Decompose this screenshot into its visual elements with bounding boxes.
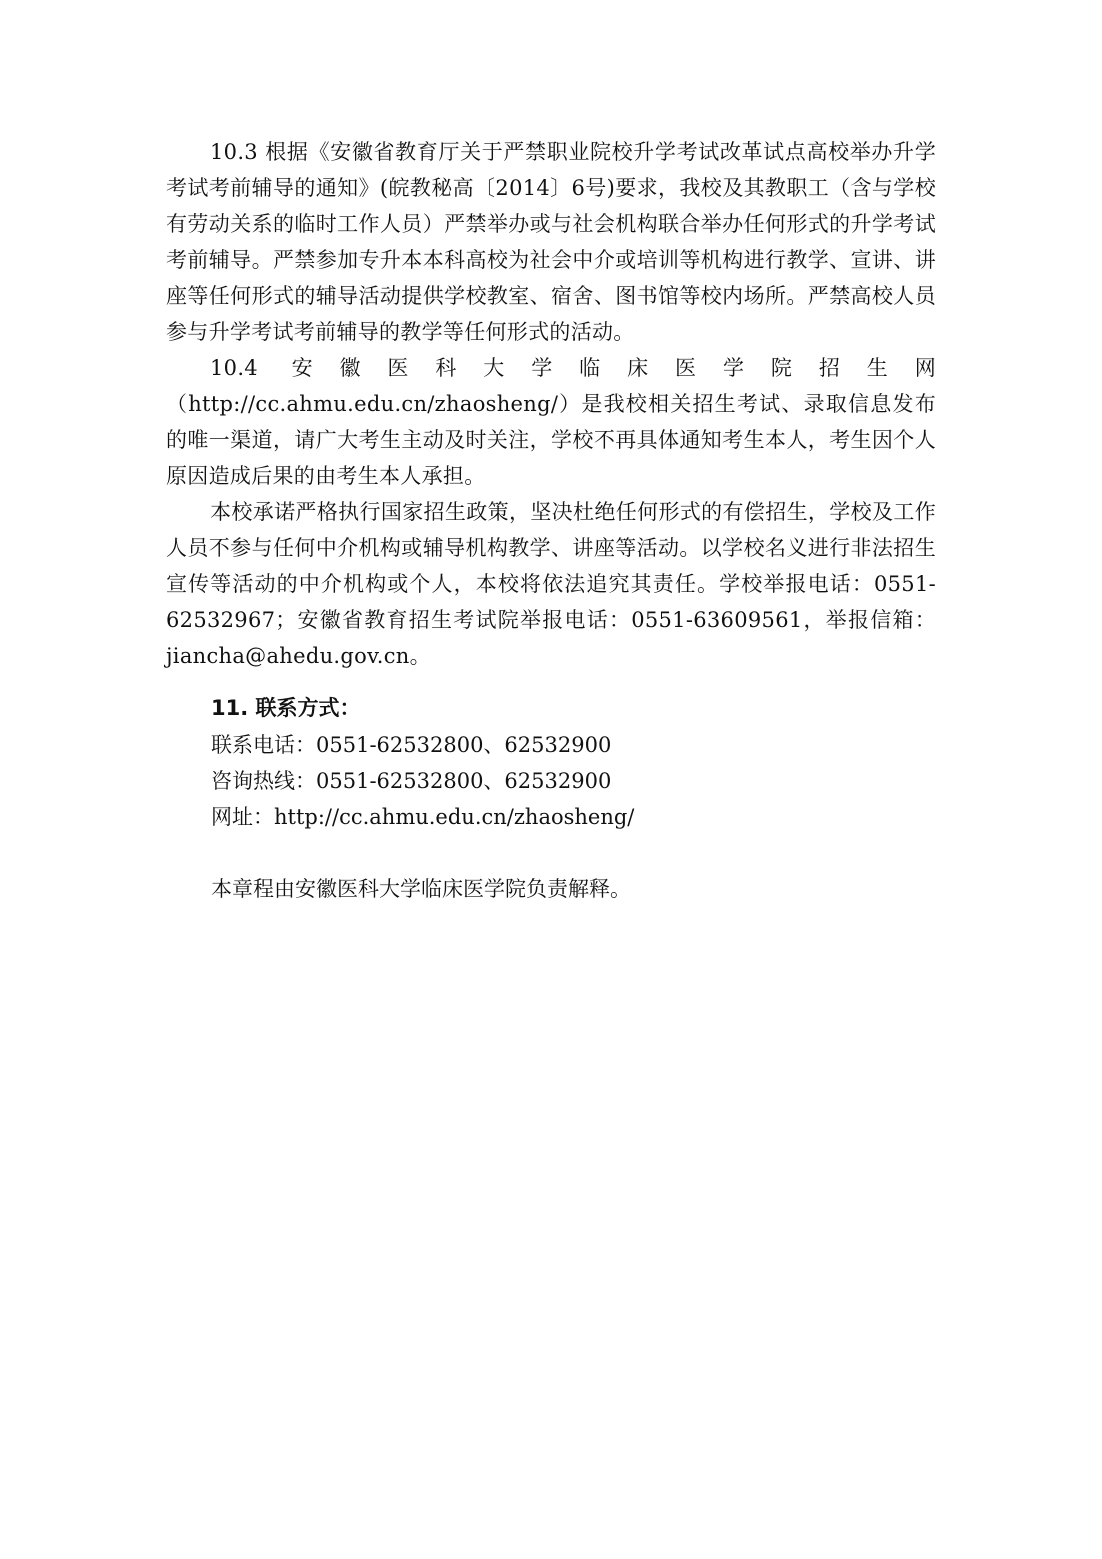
paragraph-10-4: 10.4 安徽医科大学临床医学院招生网（http://cc.ahmu.edu.cn/zhaosheng/）是我校相关招生考试、录取信息发布的唯一渠道，请广大考生主动及时关注，学校不再具体通知考生本人，考生因个人原因造成后果的由考生本人承担。	[166, 356, 936, 488]
section-11-heading: 11. 联系方式：	[211, 696, 361, 720]
consult-hotline: 咨询热线：0551-62532800、62532900	[211, 769, 612, 793]
closing-note: 本章程由安徽医科大学临床医学院负责解释。	[211, 877, 631, 901]
website-line: 网址：http://cc.ahmu.edu.cn/zhaosheng/	[211, 805, 635, 829]
contact-phone: 联系电话：0551-62532800、62532900	[211, 733, 612, 757]
paragraph-commitment: 本校承诺严格执行国家招生政策，坚决杜绝任何形式的有偿招生，学校及工作人员不参与任何中介机构或辅导机构教学、讲座等活动。以学校名义进行非法招生宣传等活动的中介机构或个人，本校将依法追究其责任。学校举报电话：0551-62532967；安徽省教育招生考试院举报电话：0551-63609561，举报信箱：jiancha@ahedu.gov.cn。	[166, 500, 936, 668]
paragraph-10-3: 10.3 根据《安徽省教育厅关于严禁职业院校升学考试改革试点高校举办升学考试考前辅导的通知》(皖教秘高〔2014〕6号)要求，我校及其教职工（含与学校有劳动关系的临时工作人员）严禁举办或与社会机构联合举办任何形式的升学考试考前辅导。严禁参加专升本本科高校为社会中介或培训等机构进行教学、宣讲、讲座等任何形式的辅导活动提供学校教室、宿舍、图书馆等校内场所。严禁高校人员参与升学考试考前辅导的教学等任何形式的活动。	[166, 140, 936, 344]
